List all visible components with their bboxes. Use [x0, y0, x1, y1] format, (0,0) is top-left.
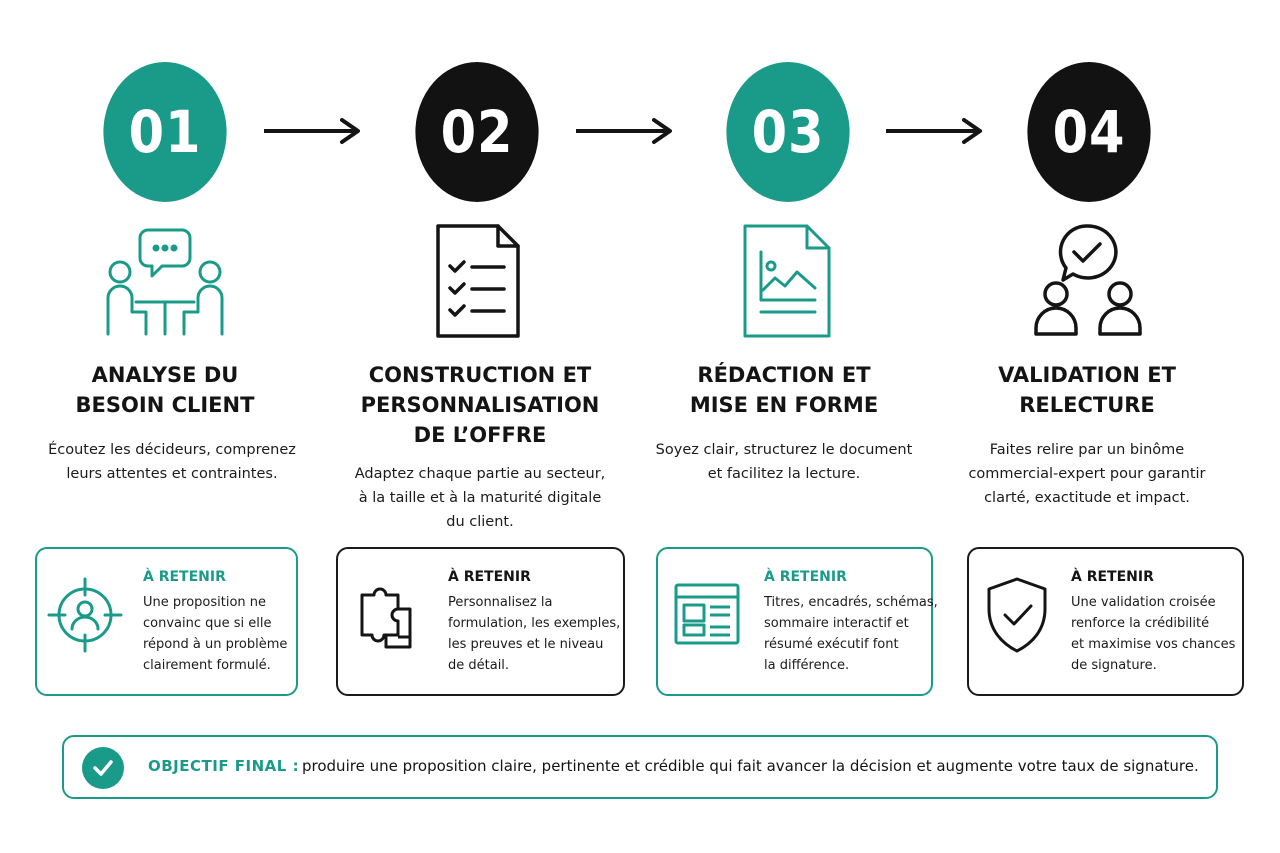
takeaway-card-3: [656, 547, 938, 696]
checklist-document-icon: [412, 222, 542, 342]
check-circle-icon: [82, 747, 124, 789]
takeaway-card-4: [967, 547, 1244, 696]
layout-icon: [666, 573, 746, 657]
card-text: Une validation croisée renforce la crédibilité et maximise vos chances de signature.: [1071, 595, 1236, 673]
shield-check-icon: [977, 573, 1057, 657]
step-1-title: ANALYSE DU BESOIN CLIENT: [75, 363, 255, 417]
step-3-description: Soyez clair, structurez le document et facilitez la lecture.: [655, 442, 913, 482]
card-text: Titres, encadrés, schémas, sommaire interactif et résumé exécutif font la différence.: [764, 595, 938, 673]
step-3-number: 03: [726, 62, 849, 202]
card-heading: À RETENIR: [764, 569, 847, 585]
review-people-icon: [1022, 222, 1152, 342]
objective-label: OBJECTIF FINAL :: [148, 757, 300, 775]
card-text: Personnalisez la formulation, les exemples, les preuves et le niveau de détail.: [448, 595, 621, 673]
takeaway-card-1: [35, 547, 298, 696]
card-text: Une proposition ne convainc que si elle répond à un problème clairement formulé.: [143, 595, 288, 673]
arrow-right-icon: [262, 117, 362, 145]
puzzle-icon: [346, 573, 426, 657]
step-3-title: RÉDACTION ET MISE EN FORME: [689, 363, 879, 417]
step-1-number: 01: [103, 62, 226, 202]
meeting-icon: [100, 222, 230, 342]
arrow-right-icon: [574, 117, 674, 145]
card-heading: À RETENIR: [1071, 569, 1154, 585]
step-4-description: Faites relire par un binôme commercial-expert pour garantir clarté, exactitude et impact.: [968, 442, 1206, 506]
step-2-title: CONSTRUCTION ET PERSONNALISATION DE L’OFFRE: [360, 363, 600, 447]
chart-document-icon: [723, 222, 853, 342]
step-2-description: Adaptez chaque partie au secteur, à la taille et à la maturité digitale du client.: [354, 466, 606, 530]
step-1-description: Écoutez les décideurs, comprenez leurs attentes et contraintes.: [48, 442, 296, 482]
takeaway-card-2: [336, 547, 625, 696]
step-4-title: VALIDATION ET RELECTURE: [998, 363, 1176, 417]
arrow-right-icon: [884, 117, 984, 145]
step-2-number: 02: [415, 62, 538, 202]
step-4-number: 04: [1027, 62, 1150, 202]
objective-text: produire une proposition claire, pertinente et crédible qui fait avancer la décision et augmente votre taux de signature.: [302, 757, 1199, 775]
target-user-icon: [45, 573, 125, 657]
card-heading: À RETENIR: [143, 569, 226, 585]
card-heading: À RETENIR: [448, 569, 531, 585]
objective-banner: [62, 735, 1218, 799]
